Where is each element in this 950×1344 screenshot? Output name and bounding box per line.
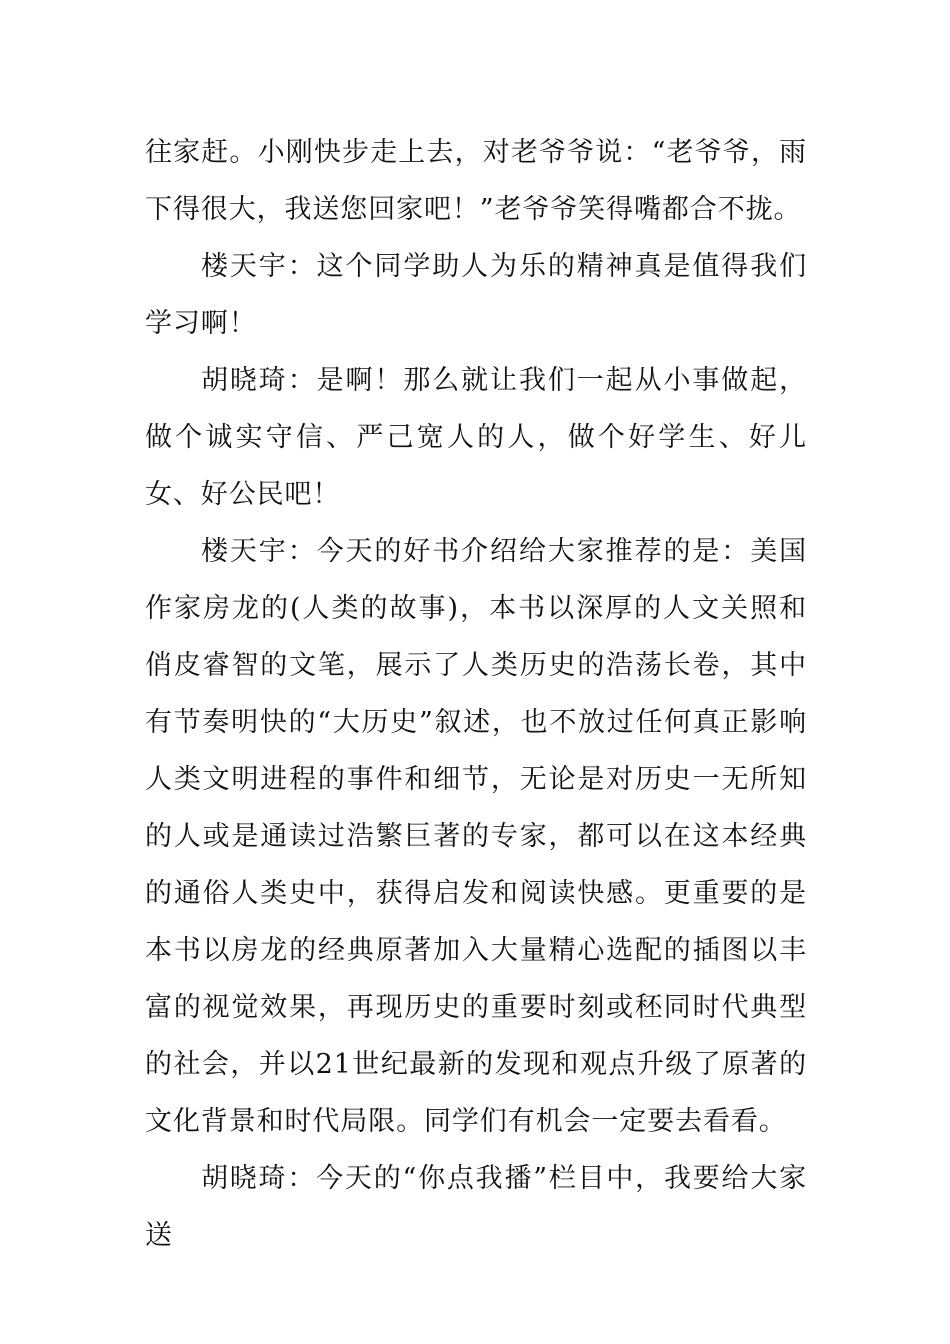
document-page (145, 124, 807, 1264)
paragraph-lou-tianyu-book: 楼天宇：今天的好书介绍给大家推荐的是：美国作家房龙的(人类的故事)，本书以深厚的人文关照和俏皮睿智的文笔，展示了人类历史的浩荡长卷，其中有节奏明快的“大历史”叙述，也不放过任何真正影响人类文明进程的事件和细节，无论是对历史一无所知的人或是通读过浩繁巨著的专家，都可以在这本经典的通俗人类史中，获得启发和阅读快感。更重要的是本书以房龙的经典原著加入大量精心选配的插图以丰富的视觉效果，再现历史的重要时刻或秠同时代典型的社会，并以21世纪最新的发现和观点升级了原著的文化背景和时代局限。同学们有机会一定要去看看。 (145, 536, 807, 1137)
paragraph-continuation: 往家赶。小刚快步走上去，对老爷爷说：“老爷爷，雨下得很大，我送您回家吧！”老爷爷笑得嘴都合不拢。 (145, 137, 807, 225)
paragraph-hu-xiaoqi-2: 胡晓琦：今天的“你点我播”栏目中，我要给大家送 (145, 1163, 807, 1251)
paragraph-hu-xiaoqi-1: 胡晓琦：是啊！那么就让我们一起从小事做起，做个诚实守信、严己宽人的人，做个好学生、好儿女、好公民吧！ (145, 365, 807, 510)
paragraph-lou-tianyu-1: 楼天宇：这个同学助人为乐的精神真是值得我们学习啊！ (145, 251, 807, 339)
